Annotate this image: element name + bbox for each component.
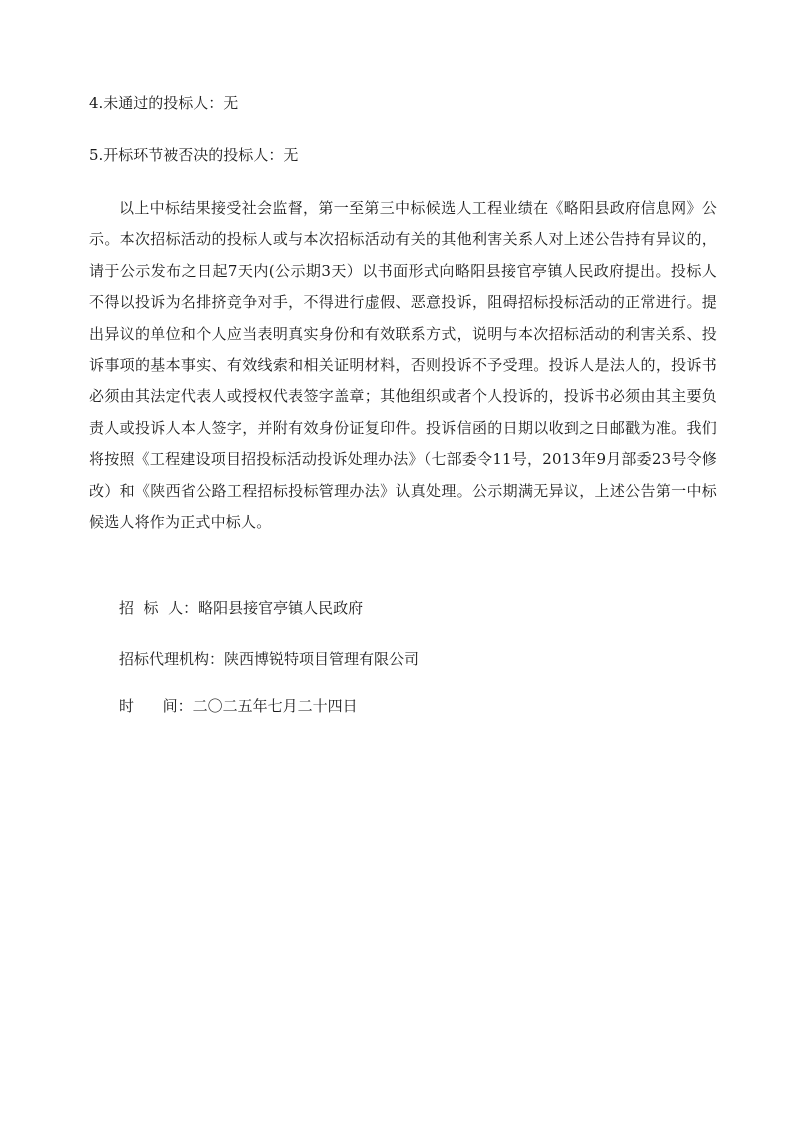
notice-paragraph: 以上中标结果接受社会监督，第一至第三中标候选人工程业绩在《略阳县政府信息网》公示。本次招标活动的投标人或与本次招标活动有关的其他利害关系人对上述公告持有异议的，请于公示发布之日起7天内(公示期3天）以书面形式向略阳县接官亭镇人民政府提出。投标人不得以投诉为名排挤竞争对手，不得进行虚假、恶意投诉，阻碍招标投标活动的正常进行。提出异议的单位和个人应当表明真实身份和有效联系方式，说明与本次招标活动的利害关系、投诉事项的基本事实、有效线索和相关证明材料，否则投诉不予受理。投诉人是法人的，投诉书必须由其法定代表人或授权代表签字盖章；其他组织或者个人投诉的，投诉书必须由其主要负责人或投诉人本人签字，并附有效身份证复印件。投诉信函的日期以收到之日邮戳为准。我们将按照《工程建设项目招投标活动投诉处理办法》（七部委令11号，2013年9月部委23号令修改）和《陕西省公路工程招标投标管理办法》认真处理。公示期满无异议，上述公告第一中标候选人将作为正式中标人。 (89, 199, 717, 532)
tenderer-line: 招 标 人：略阳县接官亭镇人民政府 (119, 599, 364, 617)
date-line: 时 间：二〇二五年七月二十四日 (119, 697, 358, 715)
agency-line: 招标代理机构：陕西博锐特项目管理有限公司 (119, 650, 420, 668)
list-item-rejected-bidders: 5.开标环节被否决的投标人：无 (89, 146, 299, 164)
list-item-failed-bidders: 4.未通过的投标人：无 (89, 94, 239, 112)
